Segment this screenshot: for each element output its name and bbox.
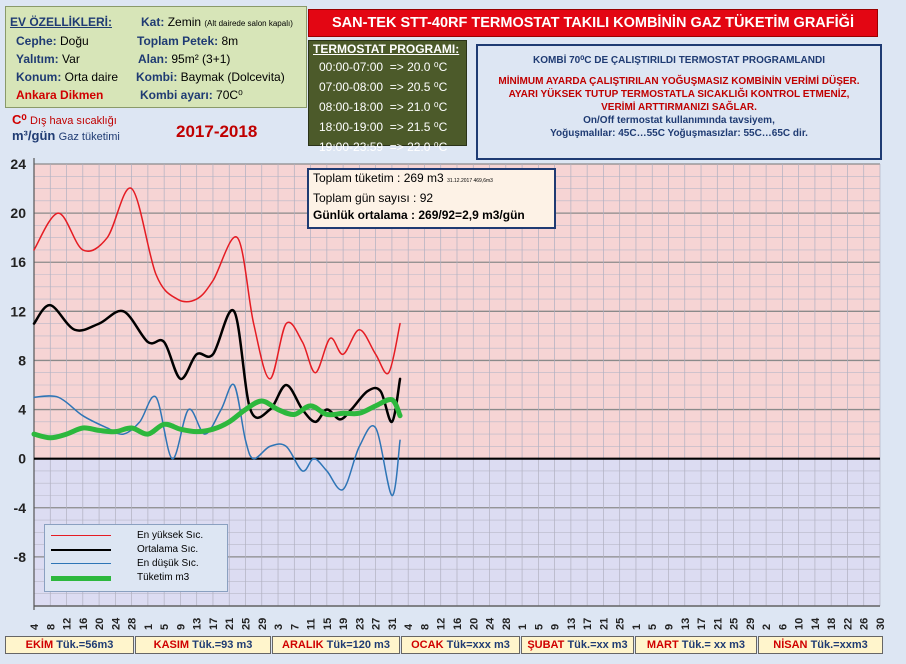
x-tick-label: 17	[696, 617, 709, 630]
x-tick-label: 2	[761, 623, 774, 630]
page-title: SAN-TEK STT-40RF TERMOSTAT TAKILI KOMBİNİN GAZ TÜKETİM GRAFİĞİ	[308, 9, 878, 37]
x-tick-label: 9	[175, 623, 188, 630]
program-heading: TERMOSTAT PROGRAMI:	[313, 42, 460, 56]
house-heading: EV ÖZELLİKLERİ:	[10, 15, 112, 29]
chart-legend	[44, 524, 228, 592]
y-tick-label: 4	[18, 401, 26, 418]
yalitim-value: Var	[62, 52, 80, 66]
x-tick-label: 15	[321, 617, 334, 630]
x-tick-label: 10	[793, 617, 806, 630]
alan-label: Alan:	[138, 52, 168, 66]
legend-label: En yüksek Sıc.	[137, 530, 204, 541]
yalitim-label: Yalıtım:	[16, 52, 59, 66]
program-row: 18:00-19:00 => 21.5 ⁰C	[319, 120, 448, 134]
x-tick-label: 12	[61, 617, 74, 630]
program-row: 19:00-23:59 => 22.0 ⁰C	[319, 140, 448, 154]
summary-box	[307, 168, 556, 229]
month-cell: NİSAN Tük.=xxm3	[758, 636, 883, 654]
x-tick-label: 17	[207, 617, 220, 630]
x-tick-label: 28	[500, 617, 513, 630]
x-tick-label: 11	[305, 618, 318, 630]
legend-item	[45, 530, 227, 544]
program-row: 00:00-07:00 => 20.0 ⁰C	[319, 60, 448, 74]
x-tick-label: 1	[142, 623, 155, 630]
x-tick-label: 26	[858, 617, 871, 630]
gas-label: Gaz tüketimi	[58, 131, 120, 143]
legend-item	[45, 544, 227, 558]
petek-value: 8m	[221, 34, 239, 48]
x-tick-label: 1	[630, 623, 643, 630]
x-tick-label: 16	[452, 617, 464, 630]
month-bar	[5, 636, 885, 654]
cephe-value: Doğu	[60, 34, 89, 48]
x-tick-label: 20	[468, 617, 481, 630]
x-tick-label: 29	[256, 617, 269, 630]
note-line4: VERİMİ ARTTIRMANIZI SAĞLAR.	[601, 102, 757, 113]
y-tick-label: 24	[10, 156, 26, 172]
konum-value: Orta daire	[64, 70, 119, 84]
month-cell: EKİM Tük.=56m3	[5, 636, 134, 654]
x-tick-label: 3	[273, 623, 286, 630]
x-tick-label: 9	[663, 623, 676, 630]
y-tick-label: 12	[10, 303, 26, 320]
x-tick-label: 17	[582, 617, 595, 630]
x-tick-label: 23	[354, 617, 367, 630]
note-line3: AYARI YÜKSEK TUTUP TERMOSTATLA SICAKLIĞI KONTROL ETMENİZ,	[508, 89, 850, 100]
x-tick-label: 18	[826, 617, 839, 630]
month-cell: KASIM Tük.=93 m3	[135, 636, 271, 654]
kombi-value: Baymak (Dolcevita)	[180, 70, 285, 84]
program-row: 08:00-18:00 => 21.0 ⁰C	[319, 100, 448, 114]
x-tick-label: 1	[517, 623, 530, 630]
city-label: Ankara Dikmen	[16, 88, 104, 102]
x-tick-label: 25	[728, 617, 741, 630]
x-tick-label: 24	[484, 617, 497, 630]
month-cell: MART Tük.= xx m3	[635, 636, 757, 654]
x-tick-label: 5	[159, 623, 172, 630]
kat-label: Kat:	[141, 15, 165, 29]
x-tick-label: 4	[403, 623, 416, 630]
legend-label: En düşük Sıc.	[137, 558, 199, 569]
x-tick-label: 5	[647, 623, 660, 630]
petek-label: Toplam Petek:	[137, 34, 219, 48]
summary-days: Toplam gün sayısı : 92	[313, 191, 434, 205]
x-tick-label: 27	[370, 617, 383, 630]
y-tick-label: 20	[10, 205, 26, 222]
x-tick-label: 21	[224, 617, 237, 630]
x-tick-label: 13	[191, 617, 204, 630]
y-tick-label: 16	[10, 254, 26, 271]
month-cell: OCAK Tük=xxx m3	[401, 636, 520, 654]
note-line1: KOMBİ 70⁰C DE ÇALIŞTIRILDI TERMOSTAT PROGRAMLANDI	[533, 55, 825, 66]
x-tick-label: 8	[419, 623, 432, 630]
x-tick-label: 22	[842, 617, 855, 630]
ayar-label: Kombi ayarı:	[140, 88, 213, 102]
x-tick-label: 28	[126, 617, 139, 630]
x-tick-label: 8	[45, 623, 58, 630]
x-tick-label: 30	[875, 617, 887, 630]
x-tick-label: 16	[77, 617, 90, 630]
legend-swatch	[51, 563, 111, 564]
y-tick-label: 0	[18, 450, 26, 467]
legend-item	[45, 572, 227, 586]
y-tick-label: 8	[18, 352, 26, 369]
x-tick-label: 31	[386, 617, 399, 630]
kombi-label: Kombi:	[136, 70, 178, 84]
x-tick-label: 21	[712, 617, 725, 630]
legend-label: Ortalama Sıc.	[137, 544, 199, 555]
program-row: 07:00-08:00 => 20.5 ⁰C	[319, 80, 448, 94]
temp-label: Dış hava sıcaklığı	[29, 115, 117, 127]
konum-label: Konum:	[16, 70, 62, 84]
x-tick-label: 13	[679, 617, 692, 630]
x-tick-label: 21	[598, 617, 611, 630]
x-tick-label: 12	[435, 617, 448, 630]
cephe-label: Cephe:	[16, 34, 57, 48]
month-cell: ARALIK Tük=120 m3	[272, 636, 400, 654]
legend-item	[45, 558, 227, 572]
alan-value: 95m² (3+1)	[171, 52, 231, 66]
legend-swatch	[51, 549, 111, 551]
x-tick-label: 14	[809, 617, 822, 630]
note-line5: On/Off termostat kullanımında tavsiyem,	[583, 115, 775, 126]
x-tick-label: 6	[777, 623, 790, 630]
note-line6: Yoğuşmalılar: 45C…55C Yoğuşmasızlar: 55C…65C dir.	[550, 128, 808, 139]
note-line2: MİNİMUM AYARDA ÇALIŞTIRILAN YOĞUŞMASIZ KOMBİNİN VERİMİ DÜŞER.	[498, 76, 860, 87]
c0-label: C⁰	[12, 112, 27, 127]
ayar-value: 70C⁰	[216, 88, 243, 102]
season-label: 2017-2018	[176, 122, 258, 141]
x-tick-label: 13	[565, 617, 578, 630]
y-tick-label: -4	[13, 499, 26, 516]
x-tick-label: 25	[240, 617, 253, 630]
legend-swatch	[51, 535, 111, 536]
legend-label: Tüketim m3	[137, 572, 190, 583]
summary-average: Günlük ortalama : 269/92=2,9 m3/gün	[313, 208, 525, 222]
month-cell: ŞUBAT Tük.=xx m3	[521, 636, 634, 654]
kat-value: Zemin	[167, 15, 202, 29]
summary-total-note: 31.12.2017 469,6m3	[447, 178, 493, 184]
kat-note: (Alt dairede salon kapalı)	[204, 19, 293, 28]
x-tick-label: 20	[94, 617, 107, 630]
x-tick-label: 9	[549, 623, 562, 630]
x-tick-label: 7	[289, 623, 302, 630]
y-tick-label: -8	[13, 548, 26, 565]
summary-total: Toplam tüketim : 269 m3	[313, 171, 444, 185]
m3-label: m³/gün	[12, 128, 56, 143]
x-tick-label: 24	[110, 617, 123, 630]
x-tick-label: 19	[338, 617, 351, 630]
legend-swatch	[51, 576, 111, 581]
x-tick-label: 29	[744, 617, 757, 630]
x-tick-label: 25	[614, 617, 627, 630]
x-tick-label: 4	[29, 623, 41, 630]
x-tick-label: 5	[533, 623, 546, 630]
